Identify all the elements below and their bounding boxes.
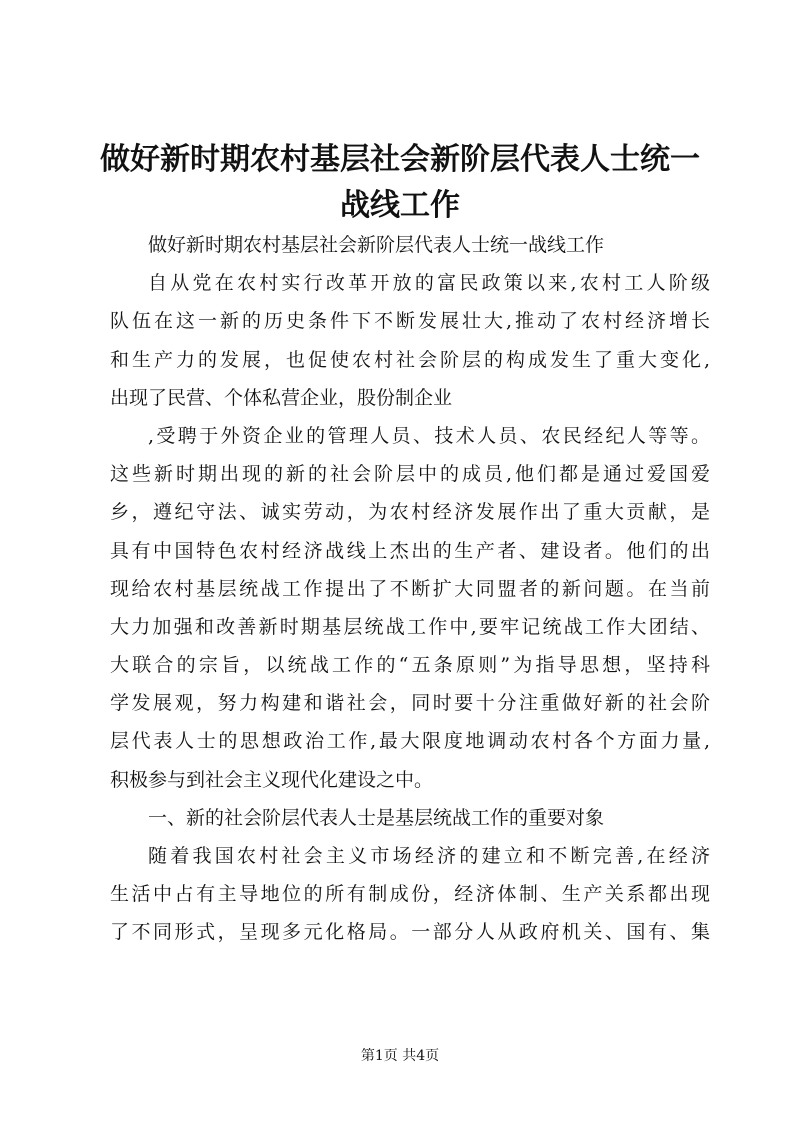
paragraph-line: 自从党在农村实行改革开放的富民政策以来,农村工人阶级 — [148, 272, 710, 295]
paragraph-line: 这些新时期出现的新的社会阶层中的成员,他们都是通过爱国爱 — [110, 463, 710, 486]
paragraph-line: 和生产力的发展，也促使农村社会阶层的构成发生了重大变化, — [110, 348, 710, 371]
paragraph-line: 队伍在这一新的历史条件下不断发展壮大,推动了农村经济增长 — [110, 310, 710, 333]
page-title — [100, 137, 700, 229]
paragraph-line: 随着我国农村社会主义市场经济的建立和不断完善,在经济 — [148, 845, 710, 867]
title-line-2: 战线工作 — [340, 188, 460, 223]
paragraph-line: 层代表人士的思想政治工作,最大限度地调动农村各个方面力量, — [110, 730, 710, 753]
paragraph-line: 大联合的宗旨，以统战工作的“五条原则”为指导思想，坚持科 — [110, 654, 710, 677]
paragraph-line: 现给农村基层统战工作提出了不断扩大同盟者的新问题。在当前 — [110, 577, 710, 600]
paragraph-line: 了不同形式，呈现多元化格局。一部分人从政府机关、国有、集 — [110, 921, 710, 944]
subtitle-line: 做好新时期农村基层社会新阶层代表人士统一战线工作 — [148, 234, 605, 256]
paragraph-line: 出现了民营、个体私营企业，股份制企业 — [110, 386, 453, 409]
paragraph-line: 积极参与到社会主义现代化建设之中。 — [110, 768, 434, 791]
document-body — [110, 226, 710, 952]
section-heading: 一、新的社会阶层代表人士是基层统战工作的重要对象 — [148, 806, 605, 829]
title-line-1: 做好新时期农村基层社会新阶层代表人士统一 — [100, 142, 700, 177]
paragraph-line: 乡，遵纪守法、诚实劳动，为农村经济发展作出了重大贡献，是 — [110, 501, 710, 524]
paragraph-line: 具有中国特色农村经济战线上杰出的生产者、建设者。他们的出 — [110, 539, 710, 562]
paragraph-line: ,受聘于外资企业的管理人员、技术人员、农民经纪人等等。 — [148, 424, 710, 447]
paragraph-line: 学发展观，努力构建和谐社会，同时要十分注重做好新的社会阶 — [110, 692, 710, 715]
paragraph-line: 生活中占有主导地位的所有制成份，经济体制、生产关系都出现 — [110, 883, 710, 906]
paragraph-line: 大力加强和改善新时期基层统战工作中,要牢记统战工作大团结、 — [110, 615, 710, 638]
page-footer: 第1页 共4页 — [360, 1048, 440, 1064]
